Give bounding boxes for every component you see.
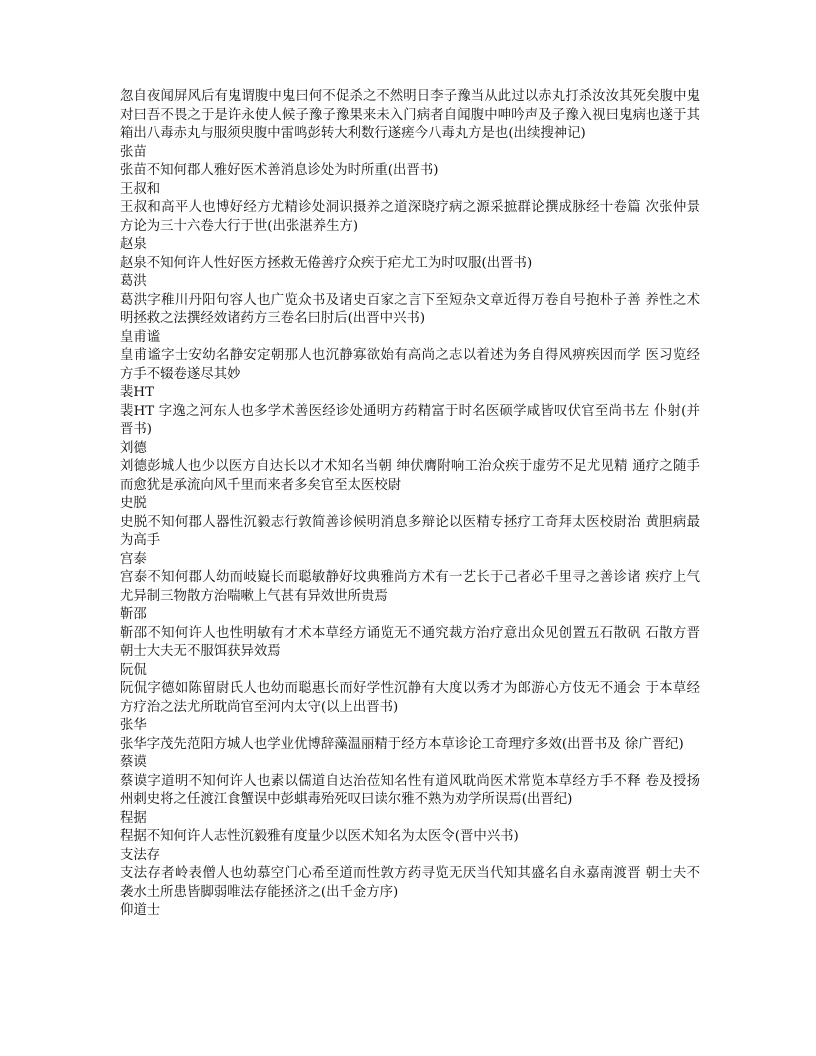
entry-text-zhang-miao: 张苗不知何郡人雅好医术善消息诊处为时所重(出晋书) [120, 163, 439, 178]
entry-text-huangfu-mi: 皇甫谧字士安幼名静安定朝那人也沉静寡欲始有高尚之志以着述为务自得风痹疾因而学 医习览经方手不辍卷遂尽其妙 [120, 348, 700, 382]
paragraph-intro: 忽自夜闻屏风后有鬼谓腹中鬼曰何不促杀之不然明日李子豫当从此过以赤丸打杀汝汝其死矣腹中鬼对曰吾不畏之于是许永使人候子豫子豫果来未入门病者自闻腹中呻吟声及子豫入视曰鬼病也遂于其箱出八毒赤丸与服须臾腹中雷鸣彭转大利数行遂瘥今八毒丸方是也(出续搜神记) [120, 89, 700, 141]
entry-heading-ge-hong: 葛洪 [120, 274, 147, 289]
entry-text-jin-shao: 靳邵不知何许人也性明敏有才术本草经方诵览无不通究裁方治疗意出众见创置五石散矾 石散方晋朝士大夫无不服饵获异效焉 [120, 625, 700, 659]
entry-heading-gong-tai: 宫泰 [120, 551, 147, 567]
document-page [120, 88, 700, 921]
entry-heading-zhao-quan: 赵泉 [120, 237, 147, 252]
entry-text-pei: 裴HT 字逸之河东人也多学术善医经诊处通明方药精富于时名医硕学咸皆叹伏官至尚书左 仆射(并晋书) [120, 403, 700, 437]
entry-text-ruan-kan: 阮侃字德如陈留尉氏人也幼而聪惠长而好学性沉静有大度以秀才为郎游心方伎无不通会 于本草经方疗治之法尤所耽尚官至河内太守(以上出晋书) [120, 681, 700, 715]
entry-heading-cai-mo: 蔡谟 [120, 755, 147, 770]
entry-text-zhi-facun: 支法存者岭表僧人也幼慕空门心希至道而性敦方药寻览无厌当代知其盛名自永嘉南渡晋 朝士夫不袭水土所患皆脚弱唯法存能拯济之(出千金方序) [120, 866, 700, 900]
entry-heading-zhi-facun: 支法存 [120, 847, 161, 863]
entry-heading-zhang-miao: 张苗 [120, 144, 147, 160]
entry-text-zhang-hua: 张华字茂先范阳方城人也学业优博辞藻温丽精于经方本草诊论工奇理疗多效(出晋书及 徐广晋纪) [120, 736, 684, 752]
entry-text-liu-de: 刘德彭城人也少以医方自达长以才术知名当朝 绅伏膺附响工治众疾于虚劳不足尤见精 通疗之随手而愈犹是承流向风千里而来者多矣官至太医校尉 [120, 459, 700, 493]
entry-text-shi-tuo: 史脱不知何郡人器性沉毅志行敦简善诊候明消息多辩论以医精专拯疗工奇拜太医校尉治 黄胆病最为高手 [120, 514, 700, 548]
entry-text-ge-hong: 葛洪字稚川丹阳句容人也广览众书及诸史百家之言下至短杂文章近得万卷自号抱朴子善 养性之术明拯救之法撰经效诸药方三卷名曰肘后(出晋中兴书) [120, 292, 700, 326]
entry-heading-yang-daoshi: 仰道士 [120, 903, 161, 918]
entry-text-wang-shuhe: 王叔和高平人也博好经方尤精诊处洞识摄养之道深晓疗病之源采摭群论撰成脉经十卷篇 次张仲景方论为三十六卷大行于世(出张湛养生方) [120, 200, 700, 234]
entry-heading-wang-shuhe: 王叔和 [120, 181, 161, 197]
entry-text-cheng-ju: 程据不知何许人志性沉毅雅有度量少以医术知名为太医令(晋中兴书) [120, 829, 519, 844]
entry-heading-shi-tuo: 史脱 [120, 496, 147, 511]
entry-heading-zhang-hua: 张华 [120, 718, 147, 733]
entry-heading-liu-de: 刘德 [120, 440, 147, 456]
entry-heading-huangfu-mi: 皇甫谧 [120, 329, 161, 345]
entry-heading-jin-shao: 靳邵 [120, 607, 147, 622]
entry-heading-ruan-kan: 阮侃 [120, 662, 147, 678]
entry-heading-pei: 裴HT [120, 385, 154, 400]
entry-text-zhao-quan: 赵泉不知何许人性好医方拯救无倦善疗众疾于疟尤工为时叹服(出晋书) [120, 255, 533, 271]
entry-heading-cheng-ju: 程据 [120, 810, 147, 826]
entry-text-cai-mo: 蔡谟字道明不知何许人也素以儒道自达治莅知名性有道风耽尚医术常览本草经方手不释 卷及授扬州刺史将之任渡江食蟹误中彭蜞毒殆死叹曰读尔雅不熟为劝学所误焉(出晋纪) [120, 773, 700, 807]
entry-text-gong-tai: 宫泰不知何郡人幼而岐嶷长而聪敏静好坟典雅尚方术有一艺长于己者必千里寻之善诊诸 疾疗上气尤异制三物散方治喘嗽上气甚有异效世所贵焉 [120, 570, 700, 604]
